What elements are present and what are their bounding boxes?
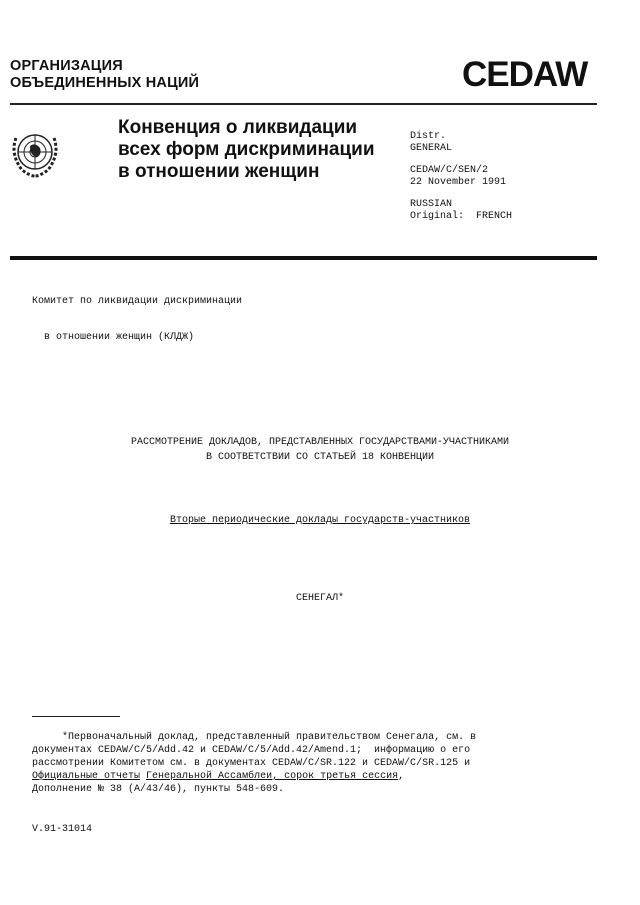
distribution-block: Distr. GENERAL CEDAW/C/SEN/2 22 November 1991 RUSSIAN Original: FRENCH bbox=[410, 131, 513, 222]
footnote-divider bbox=[32, 716, 120, 717]
document-code: V.91-31014 bbox=[32, 824, 93, 835]
document-symbol: CEDAW/C/SEN/2 bbox=[410, 165, 489, 176]
committee-name: Комитет по ликвидации дискриминации в отношении женщин (КЛДЖ) bbox=[32, 296, 243, 343]
cedaw-logo: CEDAW bbox=[462, 55, 588, 94]
footnote: *Первоначальный доклад, представленный правительством Сенегала, см. в документах CEDAW/C/5/Add.42 и CEDAW/C/5/Add.42/Amend.1; информацию о его рассмотрении Комитетом см. в документах CEDAW/C/SR.122 и CEDAW/C/SR.125 и Официальные отчеты Генеральной Ассамблеи, сорок третья сессия, Дополнение № 38 (A/43/46), пункты 548-609. bbox=[32, 732, 477, 795]
organization-name: ОРГАНИЗАЦИЯ ОБЪЕДИНЕННЫХ НАЦИЙ bbox=[10, 58, 200, 91]
un-emblem-icon bbox=[8, 126, 62, 180]
subtitle: Вторые периодические доклады государств-участников bbox=[169, 515, 471, 526]
main-heading: РАССМОТРЕНИЕ ДОКЛАДОВ, ПРЕДСТАВЛЕННЫХ ГОСУДАРСТВАМИ-УЧАСТНИКАМИ В СООТВЕТСТВИИ СО СТАТЬЕЙ 18 КОНВЕНЦИИ bbox=[130, 437, 510, 463]
header-divider bbox=[10, 103, 597, 105]
document-date: 22 November 1991 bbox=[410, 177, 507, 188]
convention-title: Конвенция о ликвидации всех форм дискриминации в отношении женщин bbox=[118, 117, 375, 182]
country-name: СЕНЕГАЛ* bbox=[295, 593, 344, 604]
thick-divider bbox=[10, 256, 597, 260]
